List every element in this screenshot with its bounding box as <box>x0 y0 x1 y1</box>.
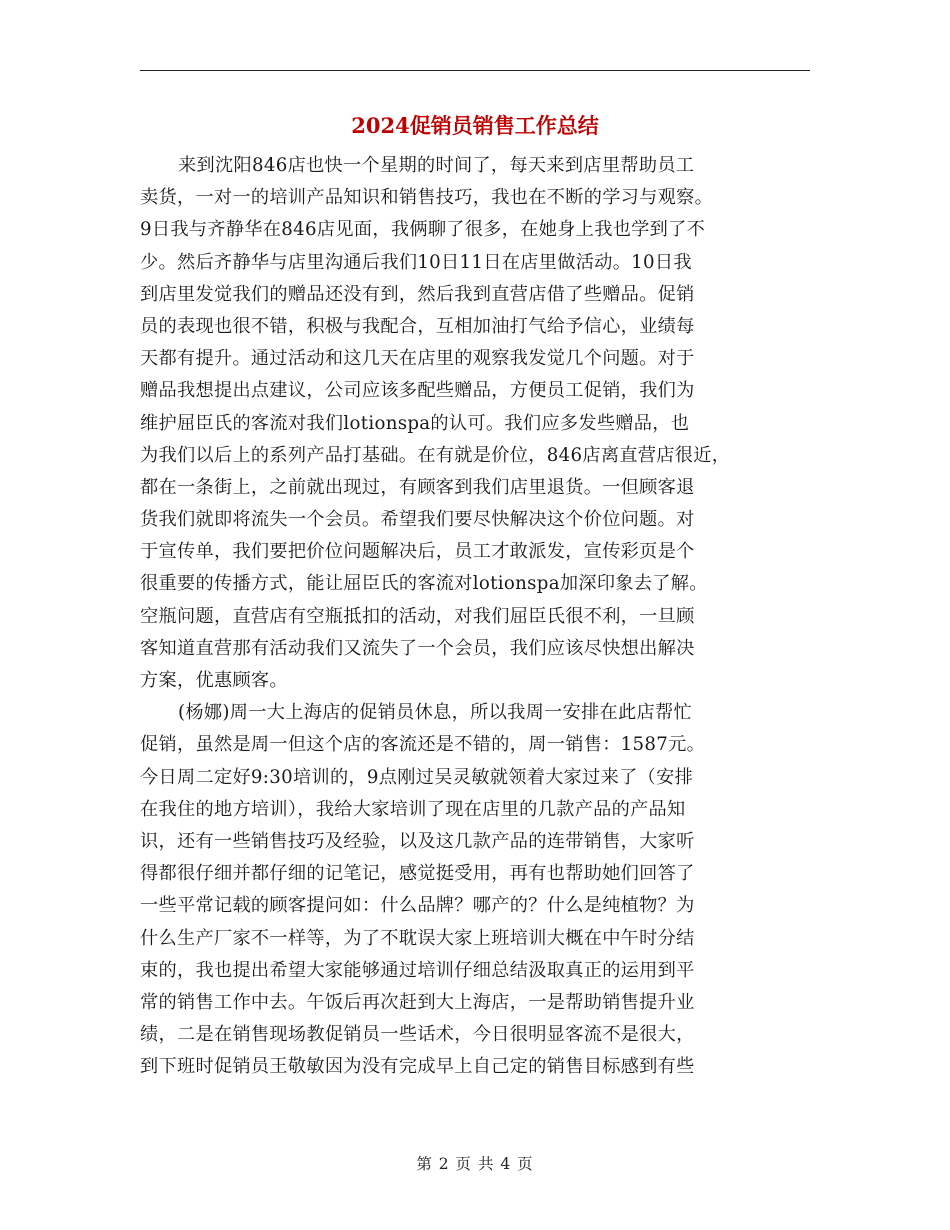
paragraph-line: 在我住的地方培训），我给大家培训了现在店里的几款产品的产品知 <box>140 798 686 820</box>
paragraph-line: 维护屈臣氏的客流对我们lotionspa的认可。我们应多发些赠品，也 <box>140 412 690 434</box>
paragraph-line: 员的表现也很不错，积极与我配合，互相加油打气给予信心，业绩每 <box>140 315 695 337</box>
paragraph-line: 常的销售工作中去。午饭后再次赶到大上海店，一是帮助销售提升业 <box>140 991 695 1013</box>
paragraph-line: 9日我与齐静华在846店见面，我俩聊了很多，在她身上我也学到了不 <box>140 219 706 241</box>
paragraph-line: 束的，我也提出希望大家能够通过培训仔细总结汲取真正的运用到平 <box>140 959 695 981</box>
document-title: 2024促销员销售工作总结 <box>351 113 599 138</box>
paragraph-line: 赠品我想提出点建议，公司应该多配些赠品，方便员工促销，我们为 <box>140 380 695 402</box>
paragraph-line: 空瓶问题，直营店有空瓶抵扣的活动，对我们屈臣氏很不利，一旦顾 <box>140 605 695 627</box>
paragraph-line: 客知道直营那有活动我们又流失了一个会员，我们应该尽快想出解决 <box>140 637 695 659</box>
paragraph-line: 于宣传单，我们要把价位问题解决后，员工才敢派发，宣传彩页是个 <box>140 541 695 563</box>
document-body <box>140 150 810 1083</box>
paragraph-line: (杨娜)周一大上海店的促销员休息，所以我周一安排在此店帮忙 <box>178 702 692 724</box>
paragraph-line: 到下班时促销员王敬敏因为没有完成早上自己定的销售目标感到有些 <box>140 1056 695 1078</box>
paragraph-line: 货我们就即将流失一个会员。希望我们要尽快解决这个价位问题。对 <box>140 509 695 531</box>
paragraph-line: 为我们以后上的系列产品打基础。在有就是价位，846店离直营店很近， <box>140 444 731 466</box>
paragraph-line: 什么生产厂家不一样等，为了不耽误大家上班培训大概在中午时分结 <box>140 927 695 949</box>
header-rule <box>140 70 810 71</box>
paragraph-line: 少。然后齐静华与店里沟通后我们10日11日在店里做活动。10日我 <box>140 251 692 273</box>
paragraph-line: 绩，二是在销售现场教促销员一些话术，今日很明显客流不是很大， <box>140 1024 695 1046</box>
paragraph-line: 很重要的传播方式，能让屈臣氏的客流对lotionspa加深印象去了解。 <box>140 573 708 595</box>
paragraph-line: 天都有提升。通过活动和这几天在店里的观察我发觉几个问题。对于 <box>140 348 695 370</box>
paragraph-line: 都在一条街上，之前就出现过，有顾客到我们店里退货。一但顾客退 <box>140 476 695 498</box>
paragraph-line: 促销，虽然是周一但这个店的客流还是不错的，周一销售：1587元。 <box>140 734 706 756</box>
paragraph-line: 一些平常记载的顾客提问如：什么品牌？哪产的？什么是纯植物？为 <box>140 895 695 917</box>
paragraph-line: 得都很仔细并都仔细的记笔记，感觉挺受用，再有也帮助她们回答了 <box>140 863 695 885</box>
paragraph-line: 方案，优惠顾客。 <box>140 670 288 691</box>
paragraph-line: 来到沈阳846店也快一个星期的时间了，每天来到店里帮助员工 <box>178 155 695 176</box>
page-number: 第 2 页 共 4 页 <box>416 1155 534 1173</box>
paragraph-line: 到店里发觉我们的赠品还没有到，然后我到直营店借了些赠品。促销 <box>140 283 695 305</box>
paragraph-line: 卖货，一对一的培训产品知识和销售技巧，我也在不断的学习与观察。 <box>140 187 714 209</box>
paragraph-line: 今日周二定好9:30培训的，9点刚过吴灵敏就领着大家过来了（安排 <box>140 766 694 788</box>
paragraph-line: 识，还有一些销售技巧及经验，以及这几款产品的连带销售，大家听 <box>140 830 695 852</box>
